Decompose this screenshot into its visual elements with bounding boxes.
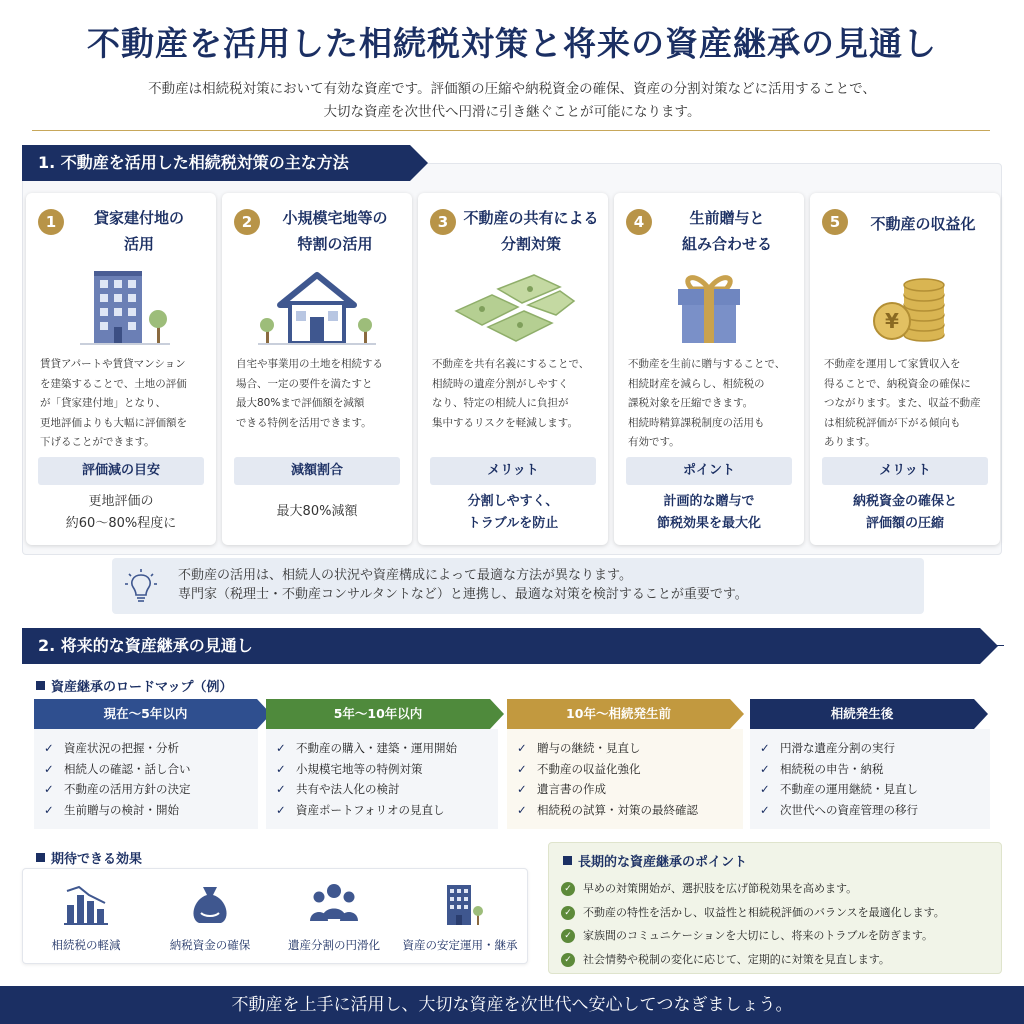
method-card-5: [810, 193, 1000, 545]
card-description: 自宅や事業用の土地を相続する 場合、一定の要件を満たすと 最大80%まで評価額を減額 できる特例を活用できます。: [236, 358, 383, 429]
list-item: ✓ 生前贈与の検討・開始: [34, 800, 258, 821]
list-item: ✓ 家族間のコミュニケーションを大切にし、将来のトラブルを防ぎます。: [561, 924, 945, 948]
check-icon: ✓: [517, 761, 527, 776]
phase-list-3: [507, 729, 743, 829]
list-item: ✓ 不動産の活用方針の決定: [34, 779, 258, 800]
list-item: ✓ 遺言書の作成: [507, 779, 743, 800]
list-item: ✓ 資産状況の把握・分析: [34, 738, 258, 759]
check-icon: ✓: [276, 741, 286, 755]
card-key-value: 最大80%減額: [276, 504, 358, 519]
note-text: 不動産の活用は、相続人の状況や資産構成によって最適な方法が異なります。 専門家（税理士・不動産コンサルタントなど）と連携し、最適な対策を検討することが重要です。: [178, 568, 748, 602]
effect-item: 遺産分割の円滑化: [271, 881, 397, 953]
card-key-label: 評価減の目安: [38, 457, 204, 485]
list-item: ✓ 相続人の確認・話し合い: [34, 759, 258, 780]
effects-panel: [22, 868, 528, 964]
check-circle-icon: ✓: [561, 882, 575, 896]
card-number: 2: [234, 209, 260, 235]
card-title: 小規模宅地等の 特割の活用: [282, 209, 388, 253]
phase-header-3: 10年〜相続発生前: [507, 699, 730, 729]
check-icon: ✓: [760, 782, 770, 796]
card-title: 不動産の共有による 分割対策: [463, 209, 599, 253]
yen-coins-icon: [840, 265, 970, 349]
lightbulb-icon: [124, 568, 158, 606]
list-item: ✓ 不動産の特性を活かし、収益性と相続税評価のバランスを最適化します。: [561, 901, 945, 925]
card-description: 不動産を運用して家賃収入を 得ることで、納税資金の確保に つながります。また、収益不動産 は相続税評価が下がる傾向も あります。: [824, 358, 981, 448]
list-item: ✓ 小規模宅地等の特例対策: [266, 759, 498, 780]
card-description: 不動産を共有名義にすることで、 相続時の遺産分割がしやすく なり、特定の相続人に負担が 集中するリスクを軽減します。: [432, 358, 590, 429]
check-icon: ✓: [276, 802, 286, 817]
check-icon: ✓: [760, 802, 770, 817]
check-circle-icon: ✓: [561, 929, 575, 943]
people-group-icon: [309, 881, 359, 927]
section-2-line: [978, 645, 1004, 646]
bar-chart-icon: [61, 881, 111, 927]
intro-text: [0, 78, 1024, 124]
svg-text:¥: ¥: [885, 309, 899, 333]
card-number: 4: [626, 209, 652, 235]
list-item: ✓ 次世代への資産管理の移行: [750, 800, 990, 821]
phase-header-2: 5年〜10年以内: [266, 699, 490, 729]
points-panel: [548, 842, 1002, 974]
effect-item: 相続税の軽減: [23, 881, 149, 953]
check-icon: ✓: [44, 802, 54, 817]
card-key-label: 減額割合: [234, 457, 400, 485]
card-description: 不動産を生前に贈与することで、 相続財産を減らし、相続税の 課税対象を圧縮できます。 相続時精算課税制度の活用も 有効です。: [628, 358, 786, 448]
card-number: 5: [822, 209, 848, 235]
card-key-value: 納税資金の確保と 評価額の圧縮: [852, 494, 957, 531]
effect-item: 納税資金の確保: [147, 881, 273, 953]
card-key-label: メリット: [822, 457, 988, 485]
land-plots-icon: [448, 265, 578, 349]
check-icon: ✓: [517, 741, 527, 755]
method-card-2: [222, 193, 412, 545]
apartment-building-icon: [56, 265, 186, 349]
check-icon: ✓: [44, 741, 54, 755]
page-title: 不動産を活用した相続税対策と将来の資産継承の見通し: [87, 24, 937, 63]
card-number: 1: [38, 209, 64, 235]
intro-line-1: 不動産は相続税対策において有効な資産です。評価額の圧縮や納税資金の確保、資産の分割対策などに活用することで、: [148, 81, 876, 97]
money-bag-icon: [185, 881, 235, 927]
card-key-label: ポイント: [626, 457, 792, 485]
list-item: ✓ 社会情勢や税制の変化に応じて、定期的に対策を見直します。: [561, 948, 945, 972]
method-card-4: [614, 193, 804, 545]
check-circle-icon: ✓: [561, 906, 575, 920]
phase-header-1: 現在〜5年以内: [34, 699, 257, 729]
list-item: ✓ 相続税の試算・対策の最終確認: [507, 800, 743, 821]
divider: [32, 130, 990, 131]
building-icon: [435, 881, 485, 927]
intro-line-2: 大切な資産を次世代へ円滑に引き継ぐことが可能になります。: [323, 104, 701, 120]
list-item: ✓ 不動産の運用継続・見直し: [750, 779, 990, 800]
footer-banner: 不動産を上手に活用し、大切な資産を次世代へ安心してつなぎましょう。: [0, 986, 1024, 1024]
list-item: ✓ 資産ポートフォリオの見直し: [266, 800, 498, 821]
card-number: 3: [430, 209, 456, 235]
card-key-value: 更地評価の 約60〜80%程度に: [65, 494, 177, 531]
card-description: 賃貸アパートや賃貸マンション を建築することで、土地の評価 が「貸家建付地」となり、 更地評価よりも大幅に評価額を 下げることができます。: [40, 358, 187, 448]
points-title: 長期的な資産継承のポイント: [563, 851, 747, 870]
check-icon: ✓: [44, 761, 54, 776]
phase-header-4: 相続発生後: [750, 699, 974, 729]
list-item: ✓ 共有や法人化の検討: [266, 779, 498, 800]
section-1-title: 1. 不動産を活用した相続税対策の主な方法: [22, 145, 410, 181]
check-icon: ✓: [760, 741, 770, 755]
method-card-1: [26, 193, 216, 545]
house-icon: [252, 265, 382, 349]
phase-list-1: [34, 729, 258, 829]
list-item: ✓ 不動産の収益化強化: [507, 759, 743, 780]
gift-box-icon: [644, 265, 774, 349]
roadmap-title: 資産継承のロードマップ（例）: [36, 676, 232, 695]
card-key-value: 計画的な贈与で 節税効果を最大化: [656, 494, 761, 531]
card-key-value: 分割しやすく、 トラブルを防止: [467, 494, 559, 531]
list-item: ✓ 相続税の申告・納税: [750, 759, 990, 780]
effect-item: 資産の安定運用・継承: [397, 881, 523, 953]
card-title: 貸家建付地の 活用: [93, 209, 184, 253]
card-title: 不動産の収益化: [870, 215, 976, 233]
check-icon: ✓: [517, 782, 527, 796]
effects-title: 期待できる効果: [36, 848, 142, 867]
phase-list-4: [750, 729, 990, 829]
check-icon: ✓: [44, 782, 54, 796]
list-item: ✓ 早めの対策開始が、選択肢を広げ節税効果を高めます。: [561, 877, 945, 901]
check-circle-icon: ✓: [561, 953, 575, 967]
list-item: ✓ 不動産の購入・建築・運用開始: [266, 738, 498, 759]
phase-list-2: [266, 729, 498, 829]
card-key-label: メリット: [430, 457, 596, 485]
card-title: 生前贈与と 組み合わせる: [681, 209, 772, 253]
list-item: ✓ 円滑な遺産分割の実行: [750, 738, 990, 759]
list-item: ✓ 贈与の継続・見直し: [507, 738, 743, 759]
check-icon: ✓: [517, 802, 527, 817]
check-icon: ✓: [276, 761, 286, 776]
section-2-title: 2. 将来的な資産継承の見通し: [22, 628, 980, 664]
check-icon: ✓: [276, 782, 286, 796]
method-card-3: [418, 193, 608, 545]
check-icon: ✓: [760, 761, 770, 776]
advice-note: [112, 558, 924, 614]
